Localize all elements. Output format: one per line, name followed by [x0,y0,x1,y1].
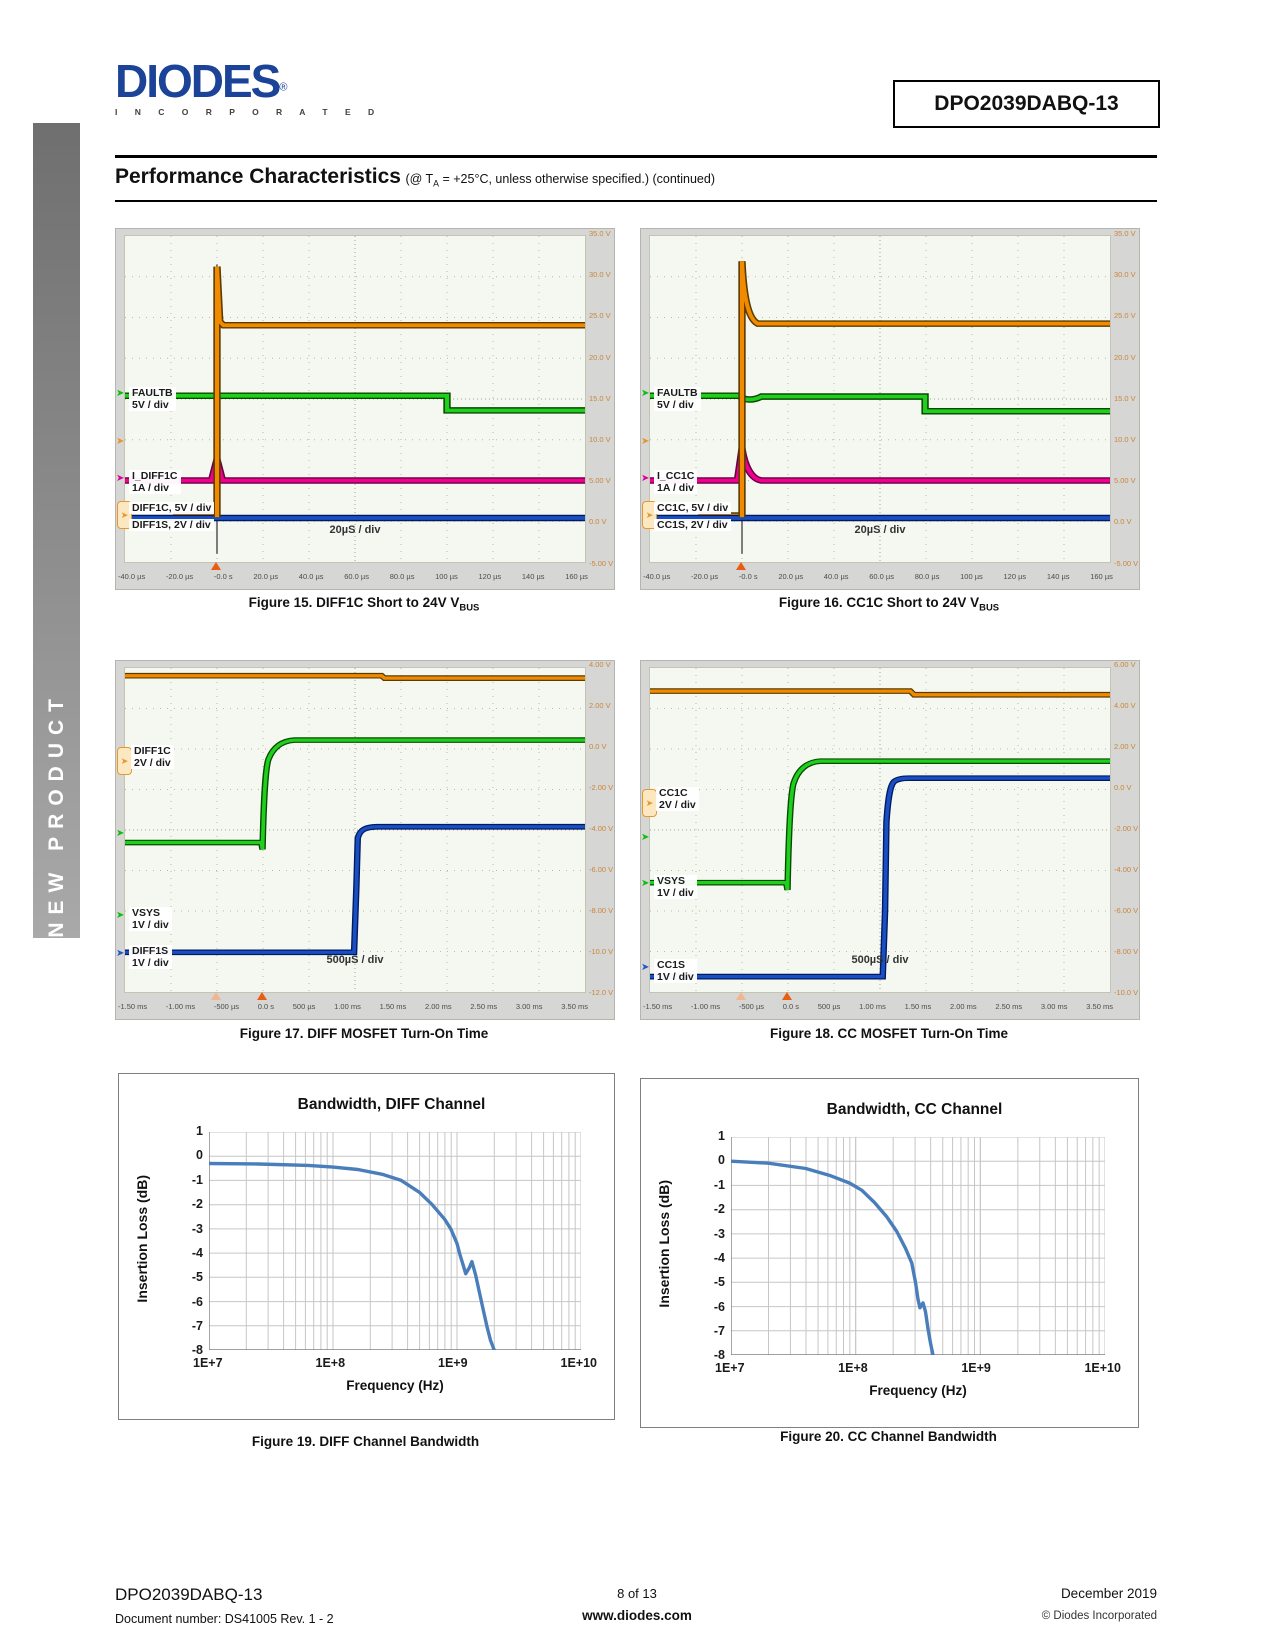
volt-tick-label: 0.0 V [589,517,607,527]
volt-tick-label: -10.0 V [589,946,614,956]
y-tick-label: -1 [713,1177,725,1192]
channel-label-cc1s: CC1S, 2V / div [654,519,731,531]
time-tick-label: 160 µs [1090,572,1113,581]
time-tick-label: 3.50 ms [561,1002,588,1011]
channel-group-icon: ➤ [117,501,132,529]
caption-fig18: Figure 18. CC MOSFET Turn-On Time [769,1026,1009,1041]
channel-group-icon: ➤ [117,747,132,775]
scope-fig16-time-scale [643,573,1113,581]
volt-tick-label: 30.0 V [1114,270,1136,280]
volt-tick-label: 20.0 V [1114,352,1136,362]
footer-page-number: 8 of 13 [617,1586,657,1601]
time-tick-label: 40.0 µs [823,572,849,581]
time-tick-label: 0.0 s [257,1002,275,1011]
channel-label-diff1c: DIFF1C 2V / div [131,745,174,769]
volt-tick-label: 15.0 V [589,393,611,403]
x-tick-label: 1E+7 [715,1361,745,1375]
time-tick-label: 2.50 ms [470,1002,498,1011]
trigger-marker-icon [782,992,792,1000]
y-tick-label: 1 [196,1124,203,1138]
y-tick-labels [171,1125,203,1357]
volt-tick-label: 10.0 V [589,434,611,444]
channel-label-icc1c: I_CC1C 1A / div [654,470,697,494]
y-tick-label: -3 [191,1221,203,1236]
scope-fig18-waveforms [650,668,1110,992]
volt-tick-label: 4.00 V [1114,700,1136,710]
time-tick-label: -1.00 ms [690,1002,721,1011]
y-tick-label: -6 [191,1294,203,1309]
time-tick-label: -500 µs [213,1002,240,1011]
channel-label-vsys: VSYS 1V / div [654,875,697,899]
y-tick-label: -4 [713,1250,725,1265]
channel-label-cc1s: CC1S 1V / div [654,959,697,983]
time-tick-label: 20.0 µs [778,572,804,581]
trigger-marker-hollow-icon [211,992,221,1000]
ground-ref-arrow-icon: ➤ [641,832,650,843]
channel-arrow-icon: ➤ [116,948,125,959]
timebase-label: 500µS / div [326,954,384,966]
chart-title: Bandwidth, CC Channel [826,1101,1003,1118]
time-tick-label: 1.00 ms [334,1002,361,1011]
scope-fig18-plot [649,667,1111,993]
chart-grid-and-curve [209,1132,581,1350]
y-tick-label: 0 [718,1153,725,1168]
volt-tick-label: 0.0 V [1114,782,1132,792]
volt-tick-label: -12.0 V [589,987,614,997]
volt-tick-label: -5.00 V [589,558,614,568]
time-tick-label: 3.00 ms [1040,1002,1068,1011]
y-tick-label: 0 [196,1148,203,1163]
logo-wordmark: DIODES [115,55,280,107]
channel-arrow-icon: ➤ [641,473,650,484]
time-tick-label: 60.0 µs [344,572,369,581]
time-tick-label: -1.50 ms [118,1002,148,1011]
time-tick-label: 80.0 µs [389,572,415,581]
volt-tick-label: 5.00 V [1114,476,1136,486]
time-tick-label: 1.00 ms [859,1002,886,1011]
scope-fig15 [115,228,615,590]
volt-tick-label: 25.0 V [1114,311,1136,321]
time-tick-label: 500 µs [817,1002,841,1011]
y-tick-label: -8 [713,1348,725,1363]
volt-tick-label: -8.00 V [589,905,614,915]
scope-fig18-volt-scale [1112,661,1139,996]
time-tick-label: -1.50 ms [643,1002,673,1011]
scope-fig18-time-scale [643,1003,1113,1011]
x-tick-label: 1E+9 [438,1356,468,1370]
channel-label-faultb: FAULTB 5V / div [654,387,701,411]
channel-group-icon: ➤ [642,789,657,817]
volt-tick-label: 5.00 V [589,476,611,486]
new-product-banner [33,123,80,938]
section-title: Performance Characteristics [115,165,401,188]
scope-fig16-volt-scale [1112,230,1139,567]
plot-area [209,1132,581,1350]
volt-tick-label: 25.0 V [589,311,611,321]
volt-tick-label: -10.0 V [1114,987,1139,997]
plot-area [731,1137,1105,1355]
part-number-box [893,80,1160,128]
channel-arrow-icon: ➤ [641,878,650,889]
time-tick-label: 2.50 ms [995,1002,1023,1011]
channel-label-cc1c: CC1C, 5V / div [654,502,731,514]
trigger-marker-hollow-icon [736,992,746,1000]
y-tick-label: -2 [713,1202,725,1217]
trigger-level-arrow-icon: ➤ [641,436,650,447]
new-product-label: NEW PRODUCT [44,691,68,938]
time-tick-label: -0.0 s [213,572,233,581]
diodes-logo [115,55,382,117]
trigger-marker-icon [257,992,267,1000]
time-tick-label: 500 µs [292,1002,316,1011]
time-tick-label: 120 µs [1003,572,1027,581]
scope-fig17-waveforms [125,668,585,992]
volt-tick-label: 6.00 V [1114,660,1136,669]
volt-tick-label: -5.00 V [1114,558,1139,568]
scope-fig17-plot [124,667,586,993]
y-tick-label: -4 [191,1245,203,1260]
caption-fig20: Figure 20. CC Channel Bandwidth [780,1429,997,1444]
x-tick-label: 1E+7 [193,1356,223,1370]
footer-part-number: DPO2039DABQ-13 [115,1585,263,1604]
y-axis-title: Insertion Loss (dB) [134,1175,150,1303]
logo-subtitle: I N C O R P O R A T E D [115,107,382,117]
scope-fig18 [640,660,1140,1020]
y-tick-label: -8 [191,1343,203,1358]
time-tick-label: 160 µs [565,572,588,581]
time-tick-label: 100 µs [435,572,458,581]
volt-tick-label: 2.00 V [589,700,611,710]
time-tick-label: 120 µs [478,572,502,581]
volt-tick-label: 35.0 V [1114,229,1136,238]
channel-label-faultb: FAULTB 5V / div [129,387,176,411]
scope-fig15-volt-scale [587,230,614,567]
header-rule-top [115,155,1157,158]
channel-arrow-icon: ➤ [641,388,650,399]
volt-tick-label: -4.00 V [1114,864,1139,874]
channel-label-diff1s: DIFF1S 1V / div [129,945,172,969]
trigger-marker-icon [211,562,221,570]
trigger-marker-icon [736,562,746,570]
volt-tick-label: -2.00 V [589,782,614,792]
channel-arrow-icon: ➤ [116,388,125,399]
volt-tick-label: 20.0 V [589,352,611,362]
x-tick-label: 1E+10 [560,1356,597,1370]
y-tick-labels [693,1130,725,1362]
x-axis-title: Frequency (Hz) [869,1383,967,1398]
y-tick-label: 1 [718,1129,725,1143]
y-axis-title: Insertion Loss (dB) [656,1180,672,1308]
channel-arrow-icon: ➤ [116,910,125,921]
time-tick-label: -500 µs [738,1002,765,1011]
time-tick-label: 1.50 ms [904,1002,932,1011]
chart-grid-and-curve [731,1137,1105,1355]
time-tick-label: 1.50 ms [379,1002,407,1011]
time-tick-label: -20.0 µs [690,572,719,581]
time-tick-label: 100 µs [960,572,983,581]
y-tick-label: -7 [713,1324,725,1338]
caption-fig17: Figure 17. DIFF MOSFET Turn-On Time [239,1026,489,1041]
caption-fig15: Figure 15. DIFF1C Short to 24V $V_{BUS}$ [248,595,480,614]
volt-tick-label: 30.0 V [589,270,611,280]
time-tick-label: 20.0 µs [253,572,279,581]
y-tick-label: -5 [191,1270,203,1285]
section-note: (@ $T_A = +25^\circ C$, unless otherwise specified.) (continued) [405,172,715,189]
time-tick-label: -40.0 µs [643,572,671,581]
footer-date: December 2019 [1060,1586,1157,1601]
ground-ref-arrow-icon: ➤ [116,828,125,839]
y-tick-label: -5 [713,1275,725,1290]
volt-tick-label: 0.0 V [589,741,607,751]
volt-tick-label: 15.0 V [1114,393,1136,403]
time-tick-label: 140 µs [521,572,545,581]
chart-title: Bandwidth, DIFF Channel [297,1096,486,1113]
channel-arrow-icon: ➤ [641,962,650,973]
y-tick-label: -6 [713,1299,725,1314]
trigger-level-arrow-icon: ➤ [116,436,125,447]
time-tick-label: -20.0 µs [165,572,194,581]
time-tick-label: 140 µs [1046,572,1070,581]
time-tick-label: -40.0 µs [118,572,146,581]
x-tick-labels [193,1356,597,1370]
volt-tick-label: 0.0 V [1114,517,1132,527]
time-tick-label: 3.50 ms [1086,1002,1113,1011]
footer-doc-number: Document number: DS41005 Rev. 1 - 2 [115,1612,334,1626]
timebase-label: 20µS / div [854,524,906,536]
x-axis-title: Frequency (Hz) [346,1378,444,1393]
x-tick-label: 1E+8 [315,1356,346,1370]
header-rule-bottom [115,200,1157,202]
caption-fig16: Figure 16. CC1C Short to 24V $V_{BUS}$ [778,595,1000,614]
channel-label-vsys: VSYS 1V / div [129,907,172,931]
scope-fig17-volt-scale [587,661,614,996]
time-tick-label: -1.00 ms [165,1002,196,1011]
caption-fig19: Figure 19. DIFF Channel Bandwidth [251,1434,480,1449]
scope-fig17-time-scale [118,1003,588,1011]
volt-tick-label: -2.00 V [1114,823,1139,833]
y-tick-label: -7 [191,1319,203,1333]
volt-tick-label: -4.00 V [589,823,614,833]
time-tick-label: 60.0 µs [869,572,894,581]
volt-tick-label: 35.0 V [589,229,611,238]
channel-label-diff1s: DIFF1S, 2V / div [129,519,214,531]
time-tick-label: 0.0 s [782,1002,800,1011]
volt-tick-label: 2.00 V [1114,741,1136,751]
time-tick-label: 40.0 µs [298,572,324,581]
time-tick-label: 2.00 ms [425,1002,452,1011]
registered-mark-icon: ® [279,81,288,94]
timebase-label: 500µS / div [851,954,909,966]
volt-tick-label: 4.00 V [589,660,611,669]
channel-group-icon: ➤ [642,501,657,529]
x-tick-label: 1E+8 [838,1361,868,1375]
timebase-label: 20µS / div [329,524,381,536]
volt-tick-label: -6.00 V [589,864,614,874]
volt-tick-label: -6.00 V [1114,905,1139,915]
x-tick-labels [715,1361,1121,1375]
section-header [115,165,1157,189]
scope-fig16 [640,228,1140,590]
scope-fig15-time-scale [118,573,588,581]
footer-copyright: © Diodes Incorporated [1041,1610,1157,1622]
time-tick-label: 3.00 ms [515,1002,543,1011]
channel-arrow-icon: ➤ [116,473,125,484]
y-tick-label: -3 [713,1226,725,1241]
y-tick-label: -1 [191,1172,203,1187]
chart-diff-bandwidth [118,1073,615,1420]
channel-label-idiff1c: I_DIFF1C 1A / div [129,470,181,494]
volt-tick-label: 10.0 V [1114,434,1136,444]
x-tick-label: 1E+9 [961,1361,991,1375]
time-tick-label: -0.0 s [738,572,758,581]
part-number: DPO2039DABQ-13 [934,92,1119,115]
volt-tick-label: -8.00 V [1114,946,1139,956]
channel-label-diff1c: DIFF1C, 5V / div [129,502,214,514]
scope-fig17 [115,660,615,1020]
channel-label-cc1c: CC1C 2V / div [656,787,699,811]
time-tick-label: 2.00 ms [950,1002,977,1011]
footer-website-link[interactable]: www.diodes.com [582,1608,692,1623]
time-tick-label: 80.0 µs [914,572,940,581]
chart-cc-bandwidth [640,1078,1139,1428]
y-tick-label: -2 [191,1197,203,1212]
x-tick-label: 1E+10 [1084,1361,1121,1375]
